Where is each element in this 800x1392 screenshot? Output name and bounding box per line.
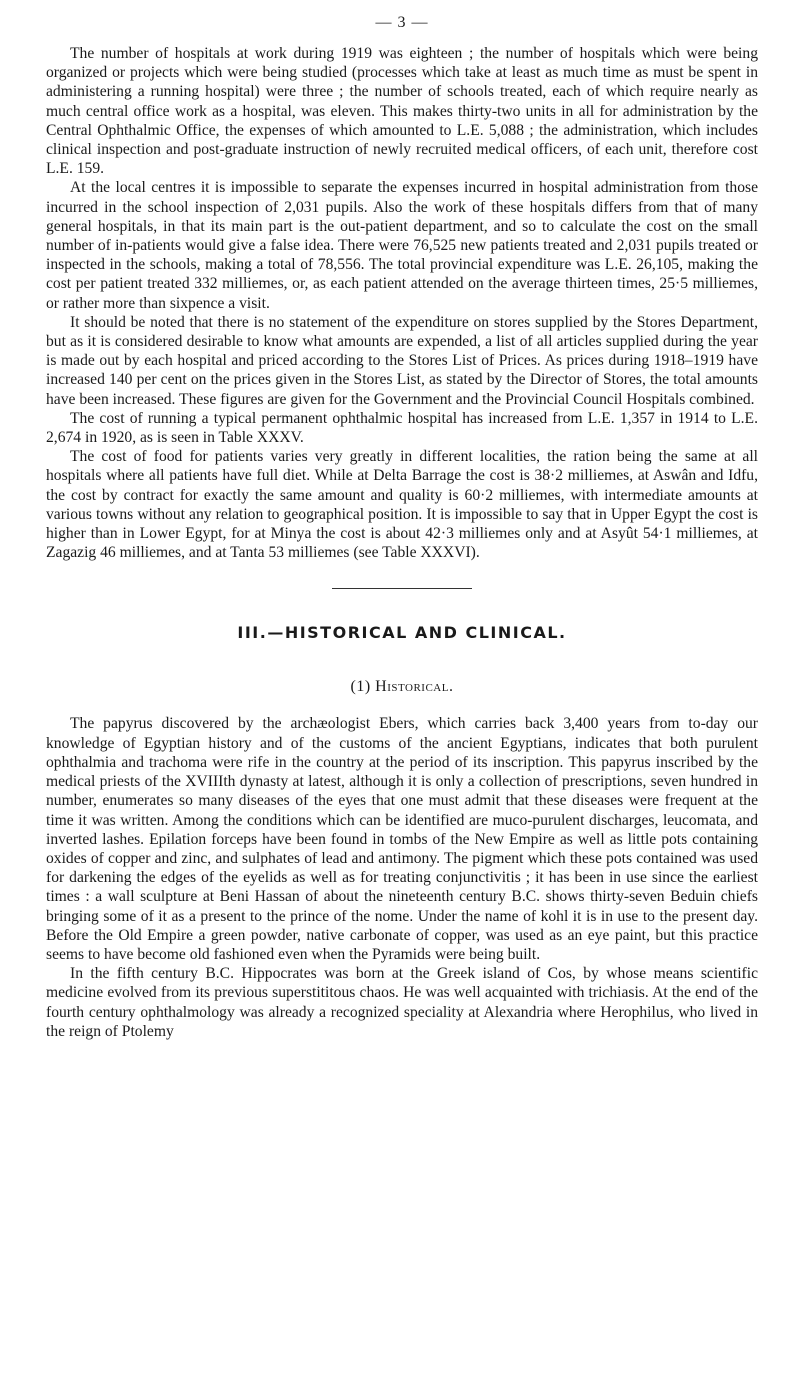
paragraph-hospital-running-cost: The cost of running a typical permanent ophthalmic hospital has increased from L.E. 1,357 in 1914 to L.E. 2,674 in 1920, as is seen in Table XXXV.	[46, 409, 758, 447]
paragraph-stores-expenditure: It should be noted that there is no statement of the expenditure on stores supplied by the Stores Department, but as it is considered desirable to know what amounts are expended, a list of all articles supplied during the year is made out by each hospital and priced according to the Stores List of Prices. As prices during 1918–1919 have increased 140 per cent on the prices given in the Stores List, as stated by the Director of Stores, the total amounts have been increased. These figures are given for the Government and the Provincial Council Hospitals combined.	[46, 313, 758, 408]
paragraph-ebers-papyrus: The papyrus discovered by the archæologist Ebers, which carries back 3,400 years from to-day our knowledge of Egyptian history and of the customs of the ancient Egyptians, indicates that both purulent ophthalmia and trachoma were rife in the country at the period of its inscription. This papyrus inscribed by the medical priests of the XVIIIth dynasty at latest, although it is only a collection of prescriptions, seven hundred in number, enumerates so many diseases of the eyes that one must admit that these diseases were frequent at the time it was written. Among the conditions which can be identified are muco-purulent discharges, leucomata, and inverted lashes. Epilation forceps have been found in tombs of the New Empire as well as little pots containing oxides of copper and zinc, and sulphates of lead and antimony. The pigment which these pots contained was used for darkening the edges of the eyelids as well as for treating conjunctivitis ; it has been in use since the earliest times : a wall sculpture at Beni Hassan of about the nineteenth century B.C. shows thirty-seven Beduin chiefs bringing some of it as a present to the prince of the nome. Under the name of kohl it is in use to the present day. Before the Old Empire a green powder, native carbonate of copper, was used as an eye paint, but this practice seems to have become old fashioned even when the Pyramids were being built.	[46, 715, 758, 963]
paragraph-local-centres: At the local centres it is impossible to separate the expenses incurred in hospital administration from those incurred in the school inspection of 2,031 pupils. Also the work of these hospitals differs from that of many general hospitals, in that its main part is the out-patient department, and so to calculate the cost on the small number of in-patients would give a false idea. There were 76,525 new patients treated and 2,031 pupils treated or inspected in the schools, making a total of 78,556. The total provincial expenditure was L.E. 26,105, making the cost per patient treated 332 milliemes, or, as each patient attended on the average thirteen times, 25·5 milliemes, or rather more than sixpence a visit.	[46, 179, 758, 312]
paragraph-hippocrates: In the fifth century B.C. Hippocrates was born at the Greek island of Cos, by whose means scientific medicine evolved from its previous superstititous chaos. He was well acquainted with trichiasis. At the end of the fourth century ophthalmology was already a recognized speciality at Alexandria where Herophilus, who lived in the reign of Ptolemy	[46, 965, 758, 1040]
paragraph-food-cost: The cost of food for patients varies very greatly in different localities, the ration being the same at all hospitals where all patients have full diet. While at Delta Barrage the cost is 38·2 milliemes, at Aswân and Idfu, the cost by contract for exactly the same amount and quality is 60·2 milliemes, with intermediate amounts at various towns without any relation to geographical position. It is impossible to say that in Upper Egypt the cost is higher than in Lower Egypt, for at Minya the cost is about 42·3 milliemes only and at Asyût 54·1 milliemes, at Zagazig 46 milliemes, and at Tanta 53 milliemes (see Table XXXVI).	[46, 448, 758, 562]
paragraph-hospital-administration: The number of hospitals at work during 1919 was eighteen ; the number of hospitals which were being organized or projects which were being studied (processes which take at least as much time as must be spent in administering a running hospital) were three ; the number of schools treated, each of which require nearly as much central office work as a hospital, was eleven. This makes thirty-two units in all for administration by the Central Ophthalmic Office, the expenses of which amounted to L.E. 5,088 ; the administration, which includes clinical inspection and post-graduate instruction of newly recruited medical officers, of each unit, therefore cost L.E. 159.	[46, 45, 758, 178]
sub-heading: (1) Historical.	[350, 678, 454, 696]
section-heading: III.—HISTORICAL AND CLINICAL.	[237, 623, 567, 643]
section-divider	[332, 588, 472, 589]
page-number: — 3 —	[375, 14, 429, 31]
